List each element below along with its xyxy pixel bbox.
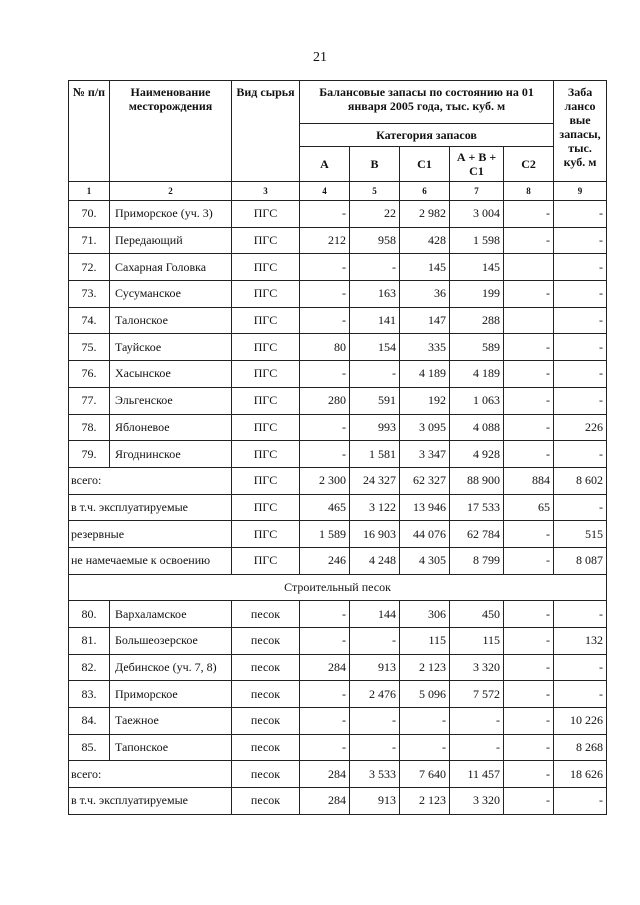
reserves-table — [68, 80, 607, 815]
value-b: 16 903 — [350, 521, 400, 548]
value-a: - — [300, 441, 350, 468]
value-c1: - — [400, 734, 450, 761]
value-c2: - — [504, 361, 554, 388]
value-offbalance: - — [554, 254, 607, 281]
col-number: 8 — [504, 182, 554, 201]
row-number: 76. — [69, 361, 110, 388]
table-row — [69, 681, 607, 708]
value-b: 993 — [350, 414, 400, 441]
value-c1: 115 — [400, 628, 450, 655]
value-c1: 7 640 — [400, 761, 450, 788]
row-number: 75. — [69, 334, 110, 361]
material-type: ПГС — [232, 414, 300, 441]
header-type: Вид сырья — [232, 81, 300, 182]
value-c2: - — [504, 387, 554, 414]
value-c1: 335 — [400, 334, 450, 361]
summary-label: не намечаемые к освоению — [69, 547, 232, 574]
value-c2: - — [504, 227, 554, 254]
material-type: песок — [232, 681, 300, 708]
deposit-name: Тауйское — [110, 334, 232, 361]
row-number: 85. — [69, 734, 110, 761]
value-c2: - — [504, 761, 554, 788]
value-abc1: 1 063 — [450, 387, 504, 414]
value-c1: 3 347 — [400, 441, 450, 468]
value-a: - — [300, 361, 350, 388]
value-c2 — [504, 254, 554, 281]
value-a: - — [300, 734, 350, 761]
value-a: - — [300, 414, 350, 441]
col-number: 5 — [350, 182, 400, 201]
value-c1: 5 096 — [400, 681, 450, 708]
row-number: 78. — [69, 414, 110, 441]
table-row — [69, 601, 607, 628]
row-number: 83. — [69, 681, 110, 708]
value-c2: - — [504, 628, 554, 655]
value-abc1: 62 784 — [450, 521, 504, 548]
summary-label: всего: — [69, 761, 232, 788]
table-header — [69, 81, 607, 201]
material-type: ПГС — [232, 361, 300, 388]
value-offbalance: - — [554, 387, 607, 414]
material-type: песок — [232, 628, 300, 655]
value-a: 284 — [300, 654, 350, 681]
row-number: 70. — [69, 201, 110, 228]
summary-row — [69, 521, 607, 548]
value-abc1: 7 572 — [450, 681, 504, 708]
value-c2: - — [504, 788, 554, 815]
value-abc1: 3 320 — [450, 788, 504, 815]
value-offbalance: - — [554, 227, 607, 254]
header-balance: Балансовые запасы по состоянию на 01 января 2005 года, тыс. куб. м — [300, 81, 554, 124]
value-abc1: 88 900 — [450, 467, 504, 494]
value-abc1: - — [450, 708, 504, 735]
value-b: - — [350, 708, 400, 735]
value-abc1: 3 004 — [450, 201, 504, 228]
row-number: 81. — [69, 628, 110, 655]
table-body — [69, 201, 607, 815]
table-row — [69, 334, 607, 361]
value-offbalance: - — [554, 307, 607, 334]
value-c2: - — [504, 681, 554, 708]
summary-row — [69, 788, 607, 815]
value-a: - — [300, 681, 350, 708]
value-a: 1 589 — [300, 521, 350, 548]
material-type: ПГС — [232, 494, 300, 521]
value-offbalance: 10 226 — [554, 708, 607, 735]
value-a: - — [300, 628, 350, 655]
summary-row — [69, 761, 607, 788]
summary-label: в т.ч. эксплуатируемые — [69, 788, 232, 815]
value-b: 154 — [350, 334, 400, 361]
value-abc1: 4 088 — [450, 414, 504, 441]
col-number: 2 — [110, 182, 232, 201]
value-offbalance: - — [554, 788, 607, 815]
value-c1: 2 982 — [400, 201, 450, 228]
value-c1: 428 — [400, 227, 450, 254]
value-offbalance: - — [554, 654, 607, 681]
value-offbalance: 132 — [554, 628, 607, 655]
deposit-name: Приморское (уч. 3) — [110, 201, 232, 228]
row-number: 71. — [69, 227, 110, 254]
material-type: песок — [232, 761, 300, 788]
value-c2: - — [504, 414, 554, 441]
col-number: 7 — [450, 182, 504, 201]
value-c1: 4 305 — [400, 547, 450, 574]
value-c2: - — [504, 547, 554, 574]
value-b: - — [350, 361, 400, 388]
header-name: Наименование месторождения — [110, 81, 232, 182]
header-offbalance: Заба лансо вые запасы, тыс. куб. м — [554, 81, 607, 182]
table-row — [69, 734, 607, 761]
value-a: - — [300, 201, 350, 228]
deposit-name: Тапонское — [110, 734, 232, 761]
value-a: 246 — [300, 547, 350, 574]
value-c1: 145 — [400, 254, 450, 281]
value-c2: - — [504, 521, 554, 548]
column-numbers-row — [69, 182, 607, 201]
value-b: - — [350, 734, 400, 761]
col-number: 1 — [69, 182, 110, 201]
value-b: - — [350, 254, 400, 281]
value-c1: 44 076 — [400, 521, 450, 548]
deposit-name: Большеозерское — [110, 628, 232, 655]
value-c1: 147 — [400, 307, 450, 334]
value-b: 958 — [350, 227, 400, 254]
value-b: 1 581 — [350, 441, 400, 468]
value-abc1: 1 598 — [450, 227, 504, 254]
value-b: 141 — [350, 307, 400, 334]
value-b: 913 — [350, 788, 400, 815]
deposit-name: Сусуманское — [110, 281, 232, 308]
value-c2: 884 — [504, 467, 554, 494]
material-type: песок — [232, 734, 300, 761]
page-number: 21 — [313, 50, 327, 65]
summary-row — [69, 547, 607, 574]
value-b: 591 — [350, 387, 400, 414]
value-offbalance: - — [554, 281, 607, 308]
row-number: 80. — [69, 601, 110, 628]
value-abc1: 589 — [450, 334, 504, 361]
table-row — [69, 361, 607, 388]
row-number: 79. — [69, 441, 110, 468]
value-b: 163 — [350, 281, 400, 308]
row-number: 77. — [69, 387, 110, 414]
material-type: ПГС — [232, 441, 300, 468]
value-abc1: 4 928 — [450, 441, 504, 468]
value-a: - — [300, 708, 350, 735]
row-number: 82. — [69, 654, 110, 681]
table-row — [69, 708, 607, 735]
value-b: 24 327 — [350, 467, 400, 494]
value-b: 4 248 — [350, 547, 400, 574]
material-type: песок — [232, 654, 300, 681]
value-b: 3 122 — [350, 494, 400, 521]
header-num: № п/п — [69, 81, 110, 182]
material-type: ПГС — [232, 521, 300, 548]
value-b: - — [350, 628, 400, 655]
value-abc1: 3 320 — [450, 654, 504, 681]
header-a: А — [300, 147, 350, 182]
value-c2: - — [504, 734, 554, 761]
deposit-name: Эльгенское — [110, 387, 232, 414]
material-type: песок — [232, 708, 300, 735]
value-c1: 62 327 — [400, 467, 450, 494]
deposit-name: Яблоневое — [110, 414, 232, 441]
value-offbalance: 8 087 — [554, 547, 607, 574]
value-c1: 4 189 — [400, 361, 450, 388]
section-row — [69, 574, 607, 601]
value-abc1: 199 — [450, 281, 504, 308]
value-c1: 2 123 — [400, 788, 450, 815]
value-c1: 306 — [400, 601, 450, 628]
col-number: 6 — [400, 182, 450, 201]
value-b: 22 — [350, 201, 400, 228]
value-a: - — [300, 281, 350, 308]
value-offbalance: 18 626 — [554, 761, 607, 788]
value-a: 465 — [300, 494, 350, 521]
value-c2: - — [504, 708, 554, 735]
material-type: ПГС — [232, 547, 300, 574]
value-offbalance: - — [554, 601, 607, 628]
value-c2: - — [504, 201, 554, 228]
row-number: 73. — [69, 281, 110, 308]
value-abc1: 450 — [450, 601, 504, 628]
material-type: ПГС — [232, 254, 300, 281]
table-row — [69, 227, 607, 254]
value-a: 284 — [300, 788, 350, 815]
deposit-name: Вархаламское — [110, 601, 232, 628]
summary-label: резервные — [69, 521, 232, 548]
value-abc1: 4 189 — [450, 361, 504, 388]
value-c1: 13 946 — [400, 494, 450, 521]
col-number: 9 — [554, 182, 607, 201]
material-type: ПГС — [232, 227, 300, 254]
value-offbalance: 226 — [554, 414, 607, 441]
value-b: 3 533 — [350, 761, 400, 788]
value-offbalance: - — [554, 201, 607, 228]
deposit-name: Хасынское — [110, 361, 232, 388]
summary-row — [69, 467, 607, 494]
value-offbalance: - — [554, 334, 607, 361]
deposit-name: Таежное — [110, 708, 232, 735]
value-c2: - — [504, 654, 554, 681]
table-row — [69, 307, 607, 334]
header-abc1: А + В + С1 — [450, 147, 504, 182]
value-a: 284 — [300, 761, 350, 788]
value-c1: 36 — [400, 281, 450, 308]
header-c1: С1 — [400, 147, 450, 182]
value-a: - — [300, 601, 350, 628]
col-number: 3 — [232, 182, 300, 201]
deposit-name: Приморское — [110, 681, 232, 708]
value-offbalance: - — [554, 441, 607, 468]
value-offbalance: 8 268 — [554, 734, 607, 761]
value-offbalance: 515 — [554, 521, 607, 548]
deposit-name: Сахарная Головка — [110, 254, 232, 281]
value-a: 2 300 — [300, 467, 350, 494]
value-offbalance: - — [554, 494, 607, 521]
value-c2: - — [504, 601, 554, 628]
summary-label: всего: — [69, 467, 232, 494]
value-c1: 192 — [400, 387, 450, 414]
value-abc1: 17 533 — [450, 494, 504, 521]
value-b: 144 — [350, 601, 400, 628]
summary-label: в т.ч. эксплуатируемые — [69, 494, 232, 521]
row-number: 84. — [69, 708, 110, 735]
value-abc1: 145 — [450, 254, 504, 281]
table-row — [69, 201, 607, 228]
material-type: ПГС — [232, 387, 300, 414]
value-c1: - — [400, 708, 450, 735]
value-a: - — [300, 307, 350, 334]
deposit-name: Передающий — [110, 227, 232, 254]
value-c1: 2 123 — [400, 654, 450, 681]
value-offbalance: 8 602 — [554, 467, 607, 494]
header-c2: С2 — [504, 147, 554, 182]
summary-row — [69, 494, 607, 521]
row-number: 74. — [69, 307, 110, 334]
value-c1: 3 095 — [400, 414, 450, 441]
value-b: 2 476 — [350, 681, 400, 708]
table-row — [69, 281, 607, 308]
value-offbalance: - — [554, 361, 607, 388]
row-number: 72. — [69, 254, 110, 281]
table-row — [69, 654, 607, 681]
value-c2 — [504, 307, 554, 334]
value-c2: - — [504, 334, 554, 361]
table-row — [69, 441, 607, 468]
value-b: 913 — [350, 654, 400, 681]
header-category: Категория запасов — [300, 124, 554, 147]
value-c2: 65 — [504, 494, 554, 521]
value-c2: - — [504, 441, 554, 468]
material-type: ПГС — [232, 307, 300, 334]
table-row — [69, 254, 607, 281]
material-type: песок — [232, 788, 300, 815]
material-type: ПГС — [232, 467, 300, 494]
col-number: 4 — [300, 182, 350, 201]
section-title: Строительный песок — [69, 574, 607, 601]
value-a: - — [300, 254, 350, 281]
table-row — [69, 414, 607, 441]
deposit-name: Талонское — [110, 307, 232, 334]
value-a: 280 — [300, 387, 350, 414]
header-b: В — [350, 147, 400, 182]
value-a: 212 — [300, 227, 350, 254]
material-type: ПГС — [232, 281, 300, 308]
material-type: песок — [232, 601, 300, 628]
table-row — [69, 628, 607, 655]
value-abc1: 115 — [450, 628, 504, 655]
value-abc1: 8 799 — [450, 547, 504, 574]
deposit-name: Дебинское (уч. 7, 8) — [110, 654, 232, 681]
value-abc1: - — [450, 734, 504, 761]
deposit-name: Ягоднинское — [110, 441, 232, 468]
table-row — [69, 387, 607, 414]
value-abc1: 11 457 — [450, 761, 504, 788]
value-c2: - — [504, 281, 554, 308]
material-type: ПГС — [232, 334, 300, 361]
value-a: 80 — [300, 334, 350, 361]
value-offbalance: - — [554, 681, 607, 708]
material-type: ПГС — [232, 201, 300, 228]
value-abc1: 288 — [450, 307, 504, 334]
